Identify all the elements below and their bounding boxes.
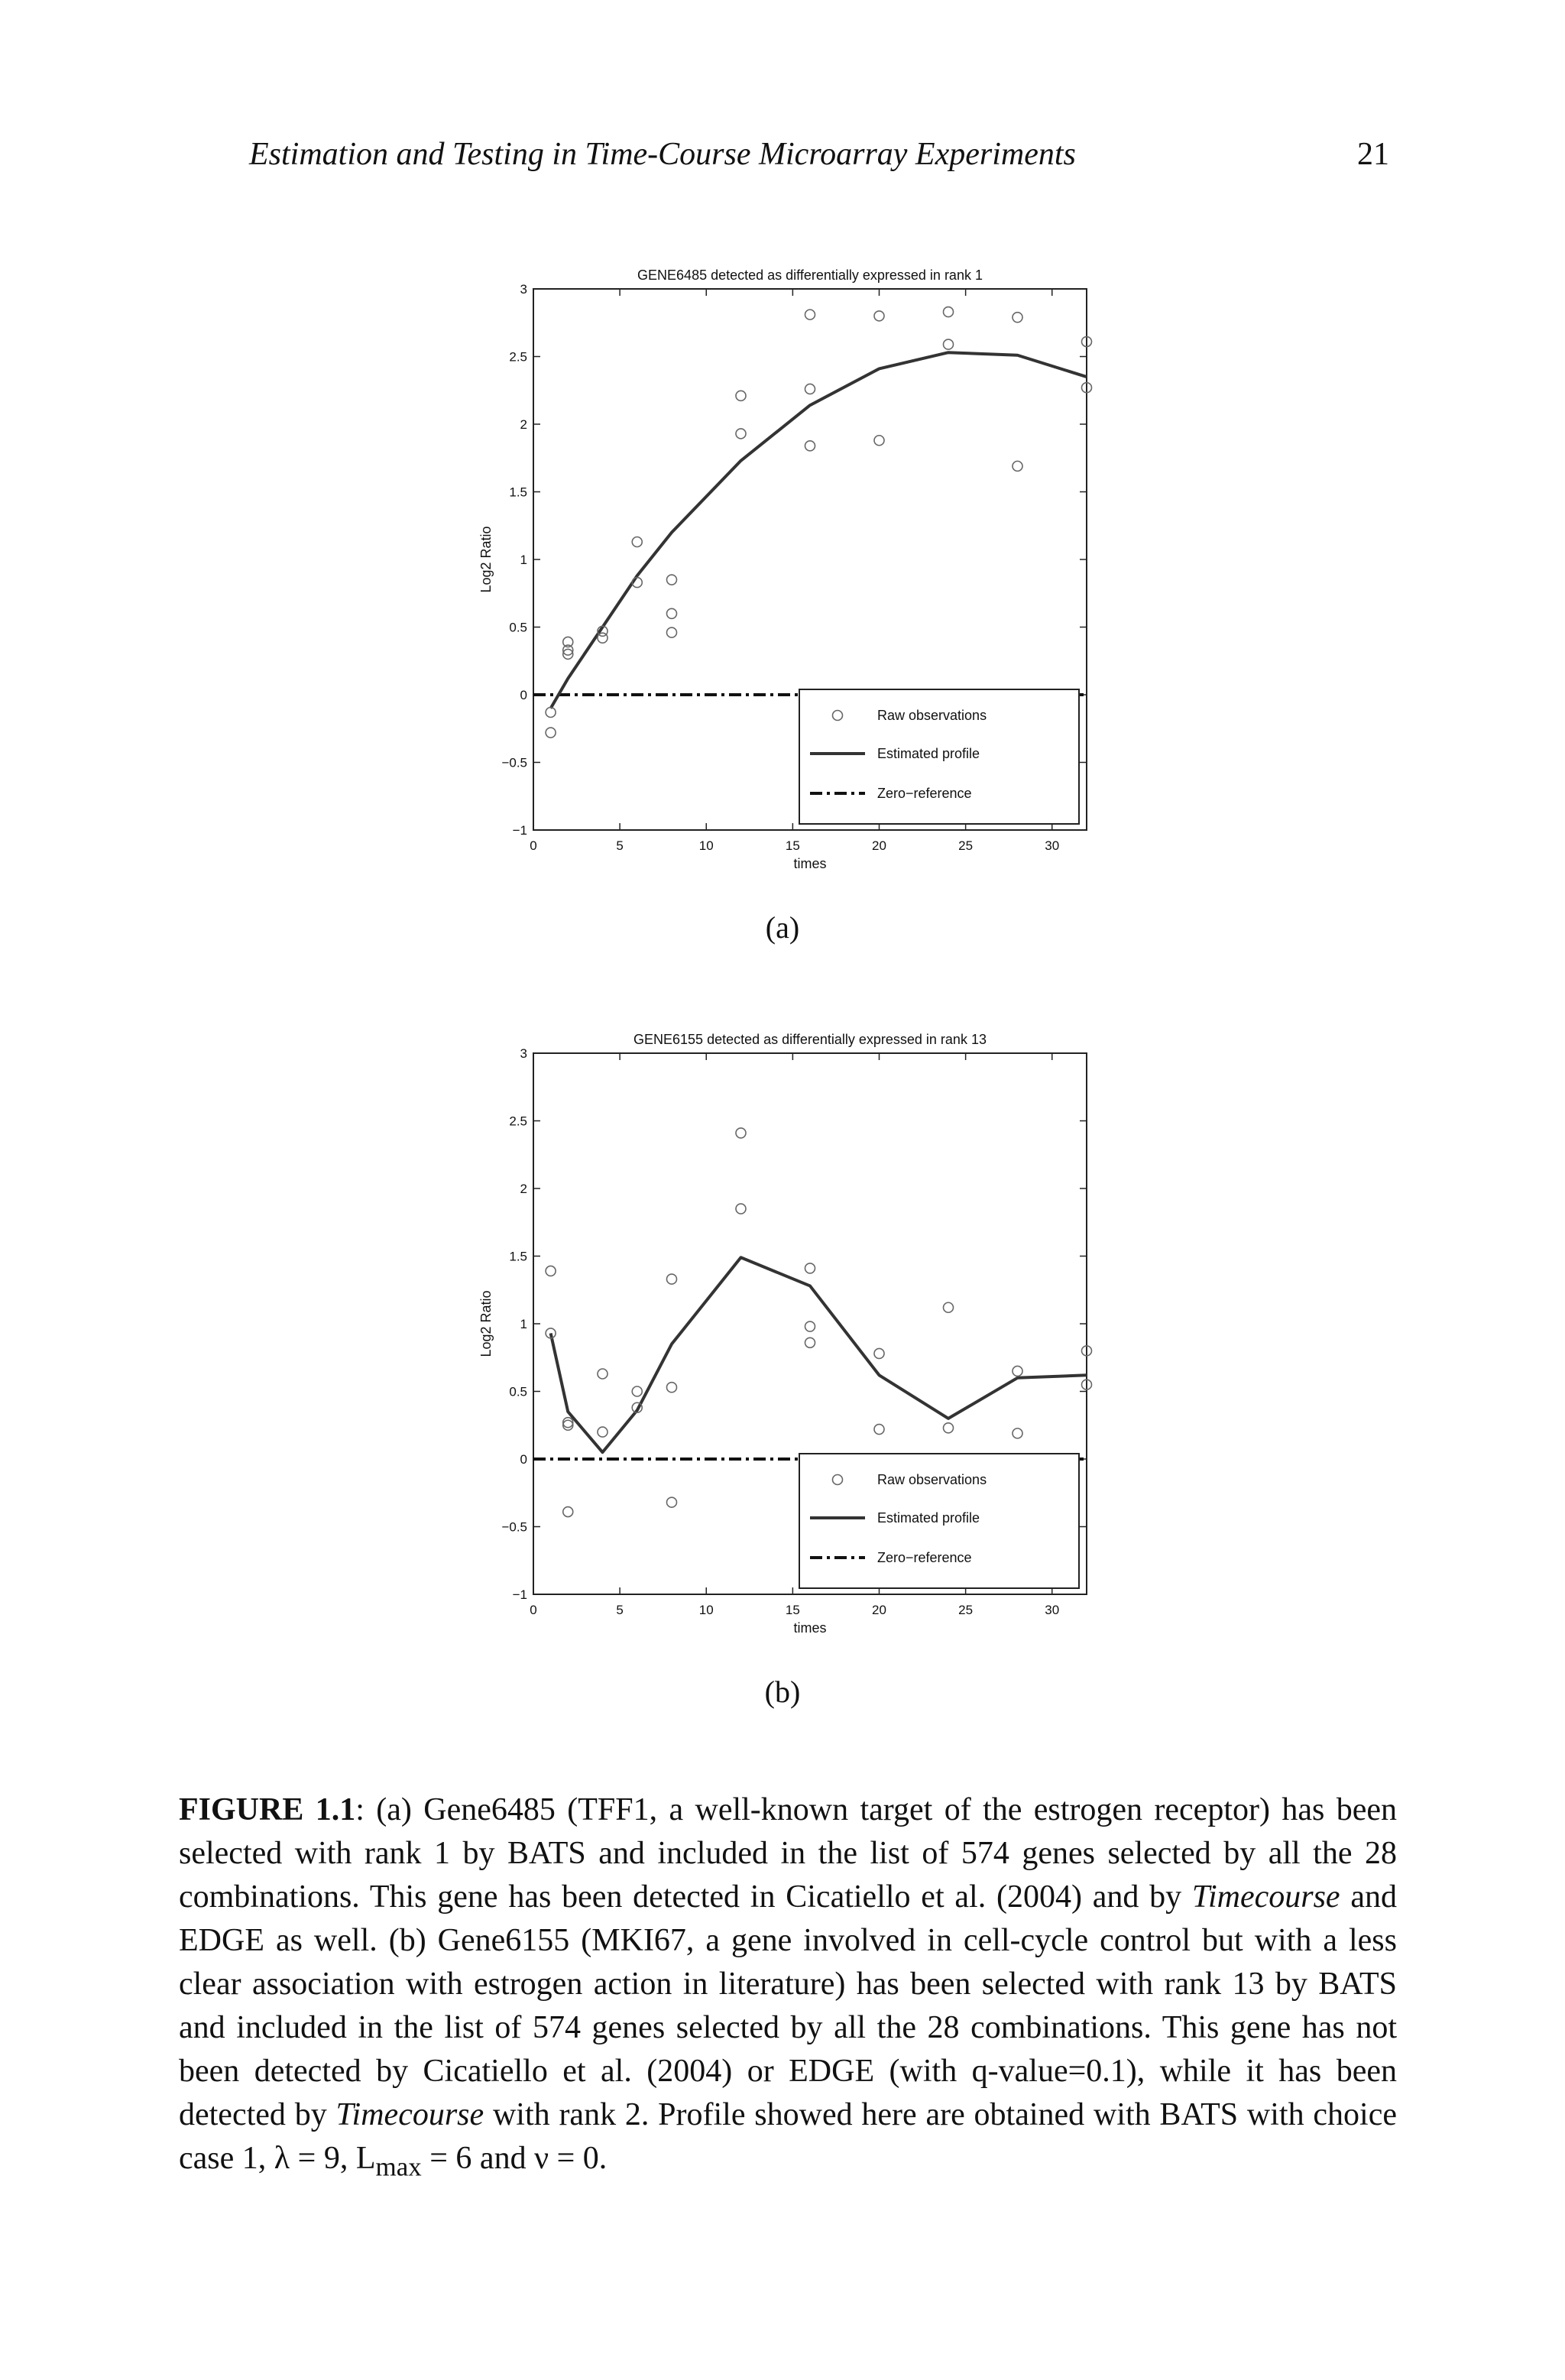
y-tick-label: 2 [520,417,527,432]
legend-entry: Raw observations [877,708,987,723]
y-tick-label: 0.5 [509,1384,527,1399]
y-axis-label: Log2 Ratio [478,1290,494,1357]
y-tick-label: 0.5 [509,620,527,635]
caption-label: FIGURE 1.1 [179,1792,356,1827]
y-tick-label: 1 [520,1317,527,1331]
legend-entry: Zero−reference [877,1550,972,1565]
x-tick-label: 5 [616,838,624,853]
caption-emphasis-1: Timecourse [1191,1879,1340,1915]
chart-a-svg [458,252,1100,887]
x-tick-label: 10 [698,838,714,853]
x-tick-label: 30 [1045,1603,1060,1617]
x-tick-label: 0 [530,1603,537,1617]
chart-title: GENE6155 detected as differentially expressed in rank 13 [633,1032,987,1047]
figure-caption [179,1788,1397,2188]
caption-text-1: : (a) Gene6485 (TFF1, a well-known target of the estrogen receptor) has been selected with rank 1 by BATS and included in the list of 574 genes selected by all the 28 combinations. This gene has been detected in Cicatiello et al. (2004) and by [179,1792,1397,1915]
x-tick-label: 10 [698,1603,714,1617]
chart-a [458,252,1100,887]
caption-emphasis-2: Timecourse [335,2097,484,2132]
legend-entry: Zero−reference [877,786,972,801]
x-tick-label: 15 [785,1603,800,1617]
legend-entry: Estimated profile [877,746,980,761]
x-tick-label: 30 [1045,838,1060,853]
y-tick-label: 1.5 [509,1249,527,1264]
y-tick-label: −0.5 [501,1519,527,1535]
y-tick-label: −0.5 [501,755,527,770]
running-head: Estimation and Testing in Time-Course Microarray Experiments [249,137,1076,172]
x-tick-label: 25 [958,838,974,853]
caption-text-4: = 6 and ν = 0. [421,2141,608,2176]
x-tick-label: 5 [616,1603,624,1617]
y-tick-label: 2.5 [509,349,527,365]
y-tick-label: 2.5 [509,1114,527,1129]
y-axis-label: Log2 Ratio [478,526,494,593]
chart-b-svg [458,1017,1100,1651]
x-tick-label: 20 [872,838,886,853]
x-tick-label: 25 [958,1603,974,1617]
chart-b [458,1017,1100,1651]
y-tick-label: 1.5 [509,485,527,500]
y-tick-label: 2 [520,1182,527,1196]
subcaption-b: (b) [764,1675,801,1709]
y-tick-label: 1 [520,553,527,567]
chart-title: GENE6485 detected as differentially expressed in rank 1 [637,268,983,283]
y-tick-label: 3 [520,282,527,297]
x-tick-label: 20 [872,1603,886,1617]
y-tick-label: −1 [512,823,527,838]
x-tick-label: 0 [530,838,537,853]
x-tick-label: 15 [785,838,800,853]
caption-text-3: with rank 2. Profile showed here are obtained with BATS with choice case 1, λ = 9, L [179,2097,1397,2176]
y-tick-label: 0 [520,688,527,702]
subcaption-a: (a) [765,910,800,945]
caption-text-2: and EDGE as well. (b) Gene6155 (MKI67, a gene involved in cell-cycle control but with a less clear association with estrogen action in literature) has been selected with rank 13 by BATS and included in the list of 574 genes selected by all the 28 combinations. This gene has not been detected by Cicatiello et al. (2004) or EDGE (with q-value=0.1), while it has been detected by [179,1879,1397,2132]
y-tick-label: −1 [512,1587,527,1602]
caption-subscript: max [375,2151,422,2182]
page-number: 21 [1357,137,1389,172]
y-tick-label: 0 [520,1452,527,1467]
legend-entry: Estimated profile [877,1510,980,1526]
legend-entry: Raw observations [877,1472,987,1487]
x-axis-label: times [793,1620,827,1636]
y-tick-label: 3 [520,1046,527,1061]
x-axis-label: times [793,856,827,871]
